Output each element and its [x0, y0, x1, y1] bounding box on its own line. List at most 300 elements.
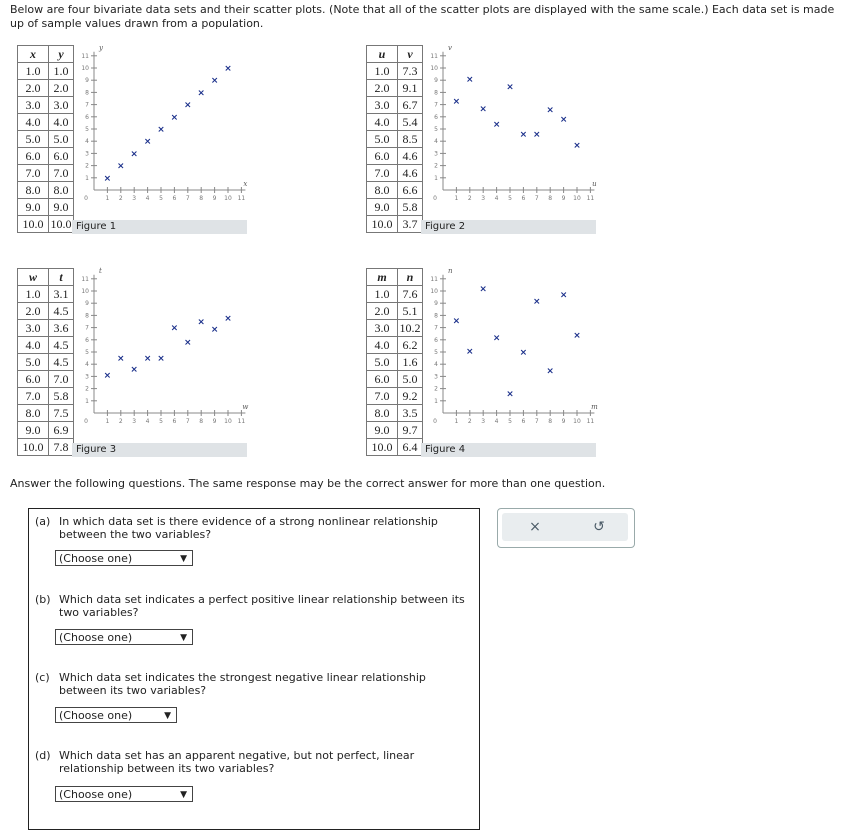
dataset-panel-1 [17, 45, 257, 255]
x-axis-label: u [592, 180, 597, 188]
data-point: × [130, 149, 138, 160]
table-cell: 10.0 [367, 439, 398, 456]
y-tick-label: 6 [434, 113, 438, 121]
reset-icon[interactable]: ↺ [593, 519, 605, 535]
data-point: × [492, 333, 501, 344]
y-tick-label: 5 [434, 126, 438, 133]
table-cell: 7.0 [49, 165, 74, 182]
dataset-panel-4 [366, 268, 606, 478]
y-tick-label: 5 [434, 349, 438, 356]
x-tick-label: 2 [467, 418, 472, 425]
table-cell: 2.0 [49, 80, 74, 97]
table-cell: 3.0 [18, 97, 49, 114]
column-header: n [398, 269, 423, 286]
table-cell: 9.0 [367, 199, 398, 216]
table-row [367, 148, 423, 165]
table-cell: 4.0 [367, 114, 398, 131]
y-tick-label: 11 [81, 275, 89, 283]
y-tick-label: 2 [85, 385, 89, 393]
table-row [18, 182, 74, 199]
table-cell: 9.2 [398, 388, 423, 405]
column-header: u [367, 46, 398, 63]
data-point: × [184, 100, 192, 111]
y-axis-label: y [99, 43, 103, 52]
data-point: × [506, 82, 514, 93]
x-tick-label: 7 [185, 195, 190, 202]
table-cell: 10.2 [399, 320, 421, 335]
table-cell: 8.0 [18, 182, 49, 199]
figure-caption: Figure 3 [72, 443, 247, 457]
table-cell: 9.7 [398, 422, 423, 439]
column-header: x [18, 46, 49, 63]
y-tick-label: 1 [85, 397, 89, 405]
table-cell: 4.0 [18, 337, 49, 354]
x-tick-label: 6 [521, 195, 526, 202]
table-row [18, 388, 74, 405]
select-value: (Choose one) [59, 709, 133, 722]
x-tick-label: 9 [212, 418, 217, 425]
x-tick-label: 8 [199, 195, 204, 202]
data-point: × [533, 296, 541, 307]
y-tick-label: 4 [434, 138, 438, 146]
x-tick-label: 6 [172, 418, 177, 425]
data-point: × [184, 338, 192, 349]
y-tick-label: 1 [434, 174, 438, 182]
table-cell: 4.0 [49, 114, 74, 131]
intro-text: Below are four bivariate data sets and their scatter plots. (Note that all of the scatter plots are displayed with the same scale.) Each data set is made up of sample values drawn from a population. [10, 3, 835, 30]
x-tick-label: 7 [185, 418, 190, 425]
data-table [17, 268, 74, 456]
data-point: × [143, 354, 152, 365]
figure-caption: Figure 2 [421, 220, 596, 234]
y-tick-label: 6 [85, 113, 89, 121]
question-text: Which data set indicates the strongest negative linear relationship between its two variables? [59, 671, 426, 697]
table-row [18, 131, 74, 148]
data-point: × [157, 125, 165, 135]
y-tick-label: 7 [434, 101, 438, 109]
dataset-panel-2 [366, 45, 606, 255]
table-row [367, 422, 423, 439]
question-text: Which data set has an apparent negative, but not perfect, linear relationship between its two variables? [59, 749, 415, 775]
table-cell: 5.0 [18, 354, 49, 371]
dropdown-arrow-icon: ▼ [180, 790, 187, 800]
data-point: × [506, 389, 514, 400]
x-tick-label: 1 [454, 195, 459, 202]
scatter-plot [72, 258, 257, 438]
table-row [367, 97, 423, 114]
x-tick-label: 2 [118, 195, 123, 202]
select-value: (Choose one) [59, 788, 133, 801]
table-cell: 6.0 [18, 371, 49, 388]
y-axis-label: v [448, 43, 452, 52]
x-tick-label: 8 [548, 195, 553, 202]
y-tick-label: 11 [430, 52, 438, 60]
data-point: × [546, 105, 554, 116]
table-cell: 7.0 [18, 388, 49, 405]
table-cell: 4.0 [18, 114, 49, 131]
y-tick-label: 2 [434, 162, 438, 170]
table-row [18, 439, 74, 456]
x-tick-label: 5 [508, 195, 512, 202]
table-row [18, 405, 74, 422]
table-cell: 1.0 [367, 63, 398, 80]
data-point: × [559, 115, 568, 126]
x-tick-label: 11 [586, 195, 595, 202]
table-cell: 6.0 [49, 148, 74, 165]
table-row [367, 182, 423, 199]
table-cell: 6.0 [367, 148, 398, 165]
data-point: × [117, 161, 125, 172]
table-cell: 3.1 [49, 286, 74, 303]
x-tick-label: 11 [586, 418, 595, 425]
data-point: × [479, 284, 487, 295]
x-tick-label: 4 [494, 195, 499, 202]
table-cell: 6.0 [18, 148, 49, 165]
x-tick-label: 1 [454, 418, 459, 425]
table-cell: 8.0 [18, 405, 49, 422]
table-cell: 6.2 [398, 337, 423, 354]
data-table [366, 268, 423, 456]
table-cell: 7.8 [49, 439, 74, 456]
table-cell: 5.4 [398, 114, 423, 131]
table-cell: 1.6 [398, 354, 423, 371]
origin-label: 0 [433, 195, 437, 202]
y-tick-label: 4 [434, 361, 438, 369]
table-cell: 10.0 [18, 216, 49, 233]
answer-select-c[interactable] [55, 707, 177, 723]
table-row [367, 388, 423, 405]
x-tick-label: 7 [534, 195, 539, 202]
table-cell: 9.0 [367, 422, 398, 439]
data-point: × [103, 371, 112, 382]
table-cell: 10.0 [367, 216, 398, 233]
data-point: × [533, 129, 541, 140]
y-tick-label: 6 [85, 336, 89, 344]
toolbox-inner [502, 513, 628, 541]
table-cell: 3.0 [49, 97, 74, 114]
x-tick-label: 5 [159, 195, 163, 202]
y-tick-label: 1 [434, 397, 438, 405]
y-tick-label: 11 [430, 275, 438, 283]
y-tick-label: 1 [85, 174, 89, 182]
x-tick-label: 10 [573, 418, 581, 425]
data-point: × [466, 346, 474, 357]
table-row [367, 165, 423, 182]
y-tick-label: 9 [85, 300, 89, 308]
y-tick-label: 3 [434, 150, 438, 158]
scatter-plot [421, 258, 606, 438]
table-row [367, 354, 423, 371]
question-label: (b) [35, 593, 51, 606]
data-point: × [452, 316, 461, 327]
y-tick-label: 2 [434, 385, 438, 393]
y-tick-label: 8 [85, 89, 89, 97]
data-point: × [492, 120, 501, 131]
table-cell: 2.0 [367, 303, 398, 320]
table-cell: 1.0 [49, 63, 74, 80]
table-cell: 4.5 [49, 337, 74, 354]
x-tick-label: 11 [237, 418, 246, 425]
x-tick-label: 8 [199, 418, 204, 425]
data-point: × [170, 323, 179, 334]
origin-label: 0 [84, 195, 88, 202]
table-row [367, 371, 423, 388]
table-cell: 6.6 [398, 182, 423, 199]
table-row [367, 63, 423, 80]
table-cell: 3.0 [367, 97, 398, 114]
origin-label: 0 [84, 418, 88, 425]
table-cell: 2.0 [367, 80, 398, 97]
x-tick-label: 11 [237, 195, 246, 202]
y-tick-label: 5 [85, 349, 89, 356]
x-tick-label: 3 [132, 418, 137, 425]
table-cell: 7.0 [18, 165, 49, 182]
x-tick-label: 10 [224, 195, 232, 202]
clear-icon[interactable]: × [529, 519, 541, 535]
data-point: × [519, 129, 528, 140]
table-row [18, 422, 74, 439]
table-cell: 8.0 [367, 405, 398, 422]
table-row [367, 286, 423, 303]
data-point: × [573, 330, 581, 341]
table-cell: 4.5 [49, 303, 74, 320]
answer-instructions: Answer the following questions. The same response may be the correct answer for more than one question. [10, 477, 606, 490]
x-tick-label: 4 [145, 418, 150, 425]
table-cell: 3.6 [49, 320, 74, 337]
table-row [18, 303, 74, 320]
table-cell: 10.0 [18, 439, 49, 456]
question-text: In which data set is there evidence of a strong nonlinear relationship between the two variables? [59, 515, 438, 541]
y-tick-label: 4 [85, 361, 89, 369]
data-point: × [197, 317, 205, 328]
table-row [367, 439, 423, 456]
table-cell: 5.0 [367, 131, 398, 148]
dataset-panel-3 [17, 268, 257, 478]
y-tick-label: 8 [85, 312, 89, 320]
question-label: (c) [35, 671, 50, 684]
data-point: × [157, 354, 165, 365]
table-cell: 5.8 [398, 199, 423, 216]
data-point: × [117, 354, 125, 365]
y-tick-label: 7 [85, 101, 89, 109]
table-cell: 10.0 [50, 216, 72, 231]
data-point: × [197, 88, 205, 99]
y-tick-label: 2 [85, 162, 89, 170]
data-point: × [210, 324, 219, 335]
x-tick-label: 2 [467, 195, 472, 202]
y-tick-label: 9 [434, 77, 438, 85]
y-tick-label: 9 [85, 77, 89, 85]
table-row [367, 114, 423, 131]
table-row [18, 80, 74, 97]
column-header: t [49, 269, 74, 286]
data-point: × [466, 74, 474, 85]
y-tick-label: 7 [85, 324, 89, 332]
table-cell: 4.5 [49, 354, 74, 371]
data-point: × [170, 112, 179, 123]
table-cell: 9.0 [18, 422, 49, 439]
table-cell: 5.0 [367, 354, 398, 371]
table-cell: 7.0 [367, 388, 398, 405]
questions-box [28, 508, 480, 830]
data-table [366, 45, 423, 233]
table-row [18, 320, 74, 337]
table-row [18, 148, 74, 165]
data-table [17, 45, 74, 233]
table-row [367, 303, 423, 320]
table-row [367, 80, 423, 97]
answer-select-a[interactable] [55, 550, 193, 566]
x-tick-label: 5 [159, 418, 163, 425]
x-tick-label: 7 [534, 418, 539, 425]
table-cell: 5.0 [18, 131, 49, 148]
x-tick-label: 10 [224, 418, 232, 425]
table-cell: 2.0 [18, 80, 49, 97]
column-header: w [18, 269, 49, 286]
table-cell: 3.5 [398, 405, 423, 422]
column-header: m [367, 269, 398, 286]
x-tick-label: 4 [145, 195, 150, 202]
table-cell: 7.0 [367, 165, 398, 182]
table-cell: 3.7 [398, 216, 423, 233]
table-row [18, 371, 74, 388]
x-tick-label: 8 [548, 418, 553, 425]
table-cell: 5.8 [49, 388, 74, 405]
question-text: Which data set indicates a perfect positive linear relationship between its two variables? [59, 593, 465, 619]
answer-toolbox [497, 508, 635, 548]
table-cell: 4.6 [398, 165, 423, 182]
y-tick-label: 7 [434, 324, 438, 332]
data-point: × [519, 348, 528, 358]
data-point: × [210, 76, 219, 87]
data-point: × [143, 137, 152, 148]
y-tick-label: 6 [434, 336, 438, 344]
data-point: × [224, 64, 232, 74]
x-tick-label: 9 [561, 195, 566, 202]
question-label: (a) [35, 515, 51, 528]
table-row [18, 165, 74, 182]
table-cell: 9.0 [49, 199, 74, 216]
y-tick-label: 10 [81, 288, 89, 295]
table-row [18, 337, 74, 354]
table-cell: 7.3 [398, 63, 423, 80]
y-tick-label: 8 [434, 312, 438, 320]
y-tick-label: 10 [430, 288, 438, 295]
table-row [18, 114, 74, 131]
dropdown-arrow-icon: ▼ [180, 633, 187, 643]
y-tick-label: 10 [81, 65, 89, 72]
table-row [367, 320, 423, 337]
x-tick-label: 3 [481, 418, 486, 425]
table-cell: 1.0 [18, 63, 49, 80]
column-header: v [398, 46, 423, 63]
table-row [367, 199, 423, 216]
table-cell: 6.0 [367, 371, 398, 388]
scatter-plot [421, 35, 606, 215]
table-row [18, 199, 74, 216]
table-row [18, 354, 74, 371]
question-label: (d) [35, 749, 51, 762]
data-point: × [130, 365, 138, 376]
table-cell: 3.0 [18, 320, 49, 337]
table-cell: 3.0 [367, 320, 398, 337]
table-cell: 8.5 [398, 131, 423, 148]
table-cell: 7.6 [398, 286, 423, 303]
table-cell: 5.0 [398, 371, 423, 388]
dropdown-arrow-icon: ▼ [180, 554, 187, 564]
y-tick-label: 8 [434, 89, 438, 97]
x-axis-label: m [591, 403, 598, 411]
x-tick-label: 1 [105, 195, 110, 202]
data-point: × [224, 313, 232, 324]
table-cell: 9.0 [18, 199, 49, 216]
table-cell: 1.0 [367, 286, 398, 303]
table-cell: 6.9 [49, 422, 74, 439]
table-cell: 6.7 [398, 97, 423, 114]
column-header: y [49, 46, 74, 63]
table-row [367, 337, 423, 354]
table-row [18, 216, 74, 233]
table-cell: 8.0 [49, 182, 74, 199]
table-row [367, 216, 423, 233]
x-tick-label: 9 [212, 195, 217, 202]
figure-caption: Figure 1 [72, 220, 247, 234]
table-cell: 4.6 [398, 148, 423, 165]
data-point: × [479, 104, 487, 115]
x-axis-label: x [243, 180, 248, 188]
table-row [18, 286, 74, 303]
x-tick-label: 6 [521, 418, 526, 425]
x-tick-label: 4 [494, 418, 499, 425]
table-row [367, 405, 423, 422]
answer-select-b[interactable] [55, 629, 193, 645]
x-tick-label: 1 [105, 418, 110, 425]
table-cell: 9.1 [398, 80, 423, 97]
table-cell: 2.0 [18, 303, 49, 320]
y-axis-label: t [99, 266, 102, 275]
x-tick-label: 5 [508, 418, 512, 425]
y-tick-label: 10 [430, 65, 438, 72]
x-tick-label: 2 [118, 418, 123, 425]
y-tick-label: 3 [434, 373, 438, 381]
table-cell: 6.4 [398, 439, 423, 456]
figure-caption: Figure 4 [421, 443, 596, 457]
x-tick-label: 6 [172, 195, 177, 202]
y-tick-label: 4 [85, 138, 89, 146]
data-point: × [559, 290, 568, 301]
origin-label: 0 [433, 418, 437, 425]
y-tick-label: 9 [434, 300, 438, 308]
data-point: × [103, 173, 112, 184]
select-value: (Choose one) [59, 552, 133, 565]
table-cell: 4.0 [367, 337, 398, 354]
table-cell: 5.0 [49, 131, 74, 148]
table-cell: 8.0 [367, 182, 398, 199]
data-point: × [546, 366, 554, 377]
x-axis-label: w [242, 403, 249, 411]
y-tick-label: 3 [85, 373, 89, 381]
y-tick-label: 5 [85, 126, 89, 133]
y-tick-label: 3 [85, 150, 89, 158]
select-value: (Choose one) [59, 631, 133, 644]
x-tick-label: 9 [561, 418, 566, 425]
x-tick-label: 3 [132, 195, 137, 202]
table-cell: 1.0 [18, 286, 49, 303]
data-point: × [573, 140, 581, 151]
answer-select-d[interactable] [55, 786, 193, 802]
x-tick-label: 3 [481, 195, 486, 202]
table-row [18, 63, 74, 80]
